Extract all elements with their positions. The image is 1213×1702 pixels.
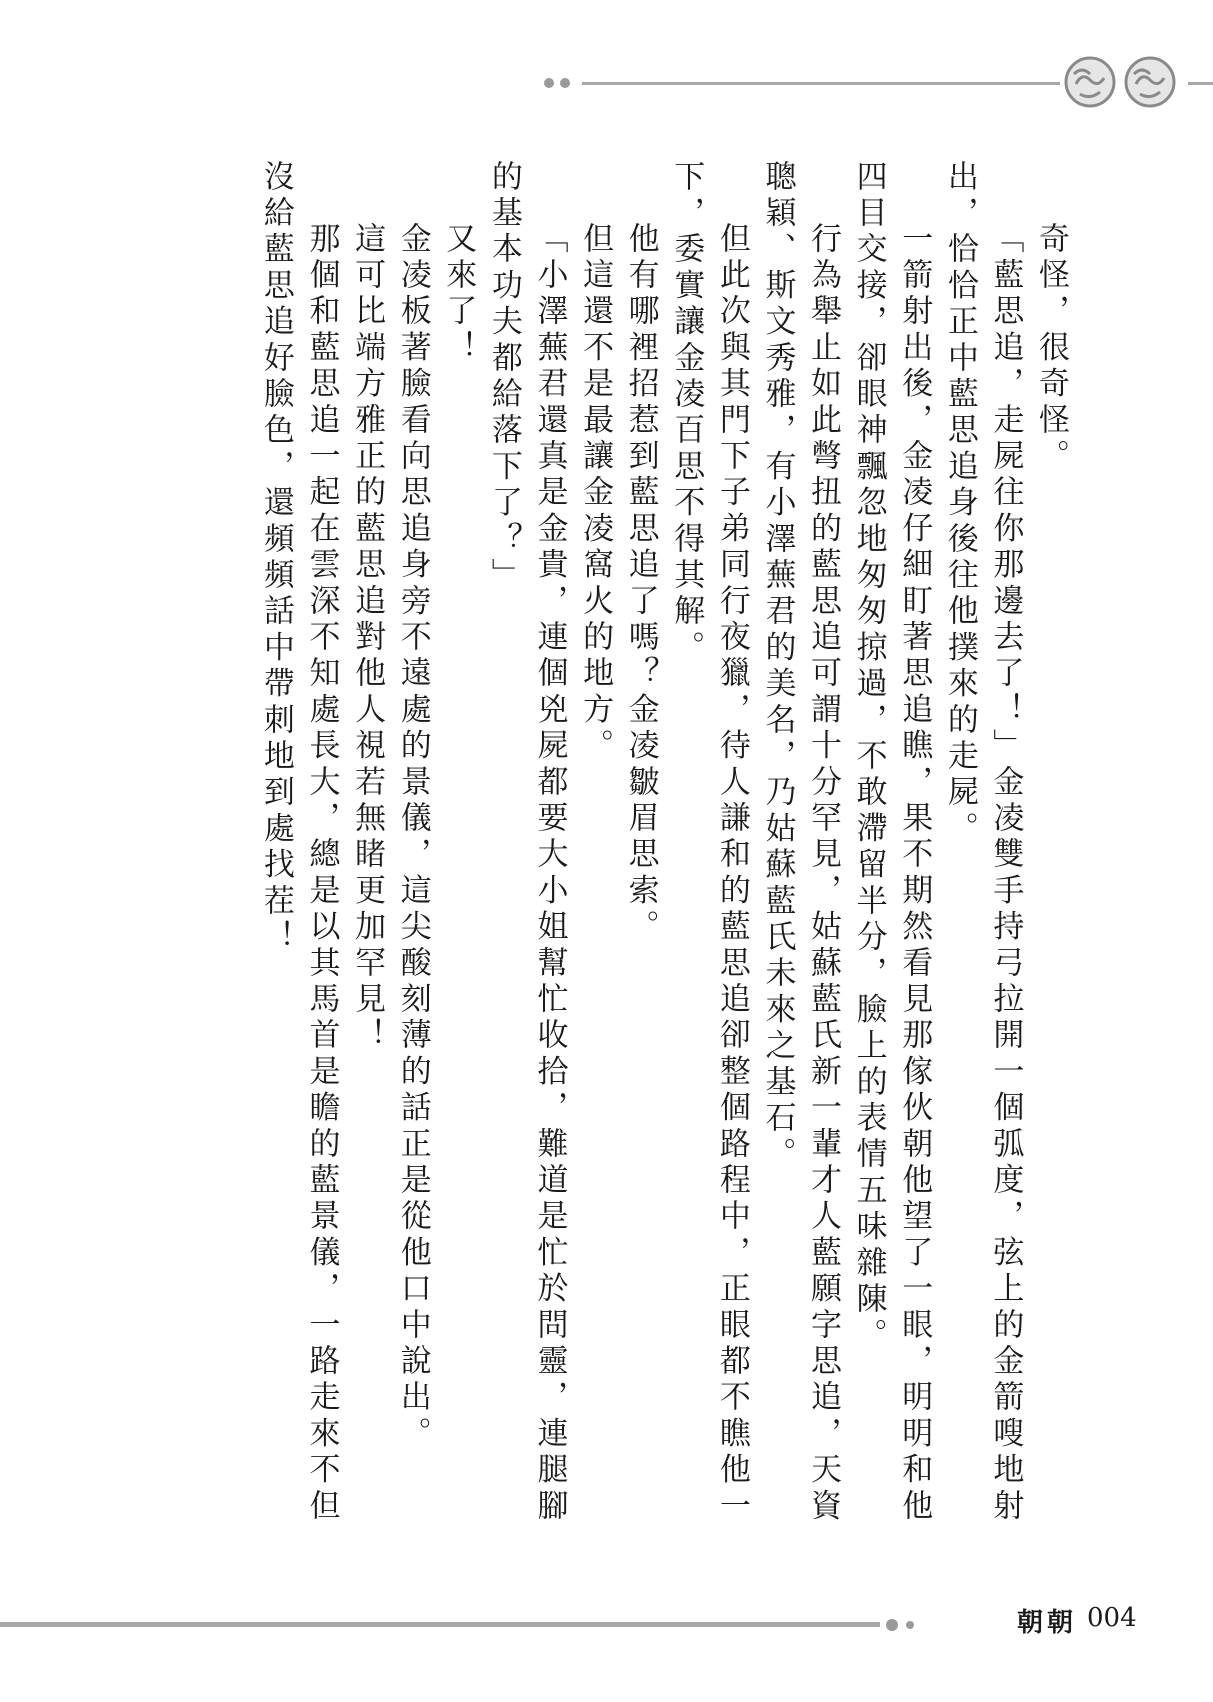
paragraph: 他有哪裡招惹到藍思追了嗎？金凌皺眉思索。 — [622, 222, 659, 946]
paragraph: 金凌板著臉看向思追身旁不遠處的景儀，這尖酸刻薄的話正是從他口中說出。 — [394, 222, 431, 1453]
footer-dot-right — [906, 1621, 914, 1629]
paragraph: 「小澤蕪君還真是金貴，連個兇屍都要大小姐幫忙收拾，難道是忙於問靈，連腿腳的基本功夫都給落下了？」 — [485, 160, 568, 1526]
paragraph: 但此次與其門下子弟同行夜獵，待人謙和的藍思追卻整個路程中，正眼都不瞧他一下，委實讓金凌百思不得其解。 — [668, 160, 750, 1526]
paragraph: 那個和藍思追一起在雲深不知處長大，總是以其馬首是瞻的藍景儀，一路走來不但沒給藍思追好臉色，還頻頻話中帶刺地到處找茬！ — [257, 160, 340, 1526]
cloud-ornament-icon — [1058, 50, 1188, 114]
header-dot-left — [544, 78, 554, 88]
body-text — [143, 160, 1073, 1540]
paragraph: 一箭射出後，金凌仔細盯著思追瞧，果不期然看見那傢伙朝他望了一眼，明明和他四目交接，卻眼神飄忽地匆匆掠過，不敢滯留半分，臉上的表情五味雜陳。 — [850, 160, 933, 1526]
footer-dot-left — [886, 1619, 898, 1631]
paragraph: 「藍思追，走屍往你那邊去了！」金凌雙手持弓拉開一個弧度，弦上的金箭嗖地射出，恰恰正中藍思追身後往他撲來的走屍。 — [941, 160, 1024, 1526]
paragraph: 但這還不是最讓金凌窩火的地方。 — [577, 222, 614, 765]
page-number: 004 — [1087, 1603, 1137, 1633]
book-title: 朝朝 — [1017, 1608, 1078, 1638]
paragraph: 行為舉止如此彆扭的藍思追可謂十分罕見，姑蘇藍氏新一輩才人藍願字思追，天資聰穎、斯文秀雅，有小澤蕪君的美名，乃姑蘇藍氏未來之基石。 — [759, 160, 842, 1526]
paragraph: 奇怪，很奇怪。 — [1033, 222, 1069, 476]
header-rule — [582, 82, 1060, 85]
footer-rule — [0, 1622, 880, 1627]
header-rule-right — [1188, 82, 1213, 85]
paragraph: 又來了！ — [440, 222, 477, 367]
header-dot-right — [560, 78, 570, 88]
paragraph: 這可比端方雅正的藍思追對他人視若無睹更加罕見！ — [349, 222, 386, 1055]
